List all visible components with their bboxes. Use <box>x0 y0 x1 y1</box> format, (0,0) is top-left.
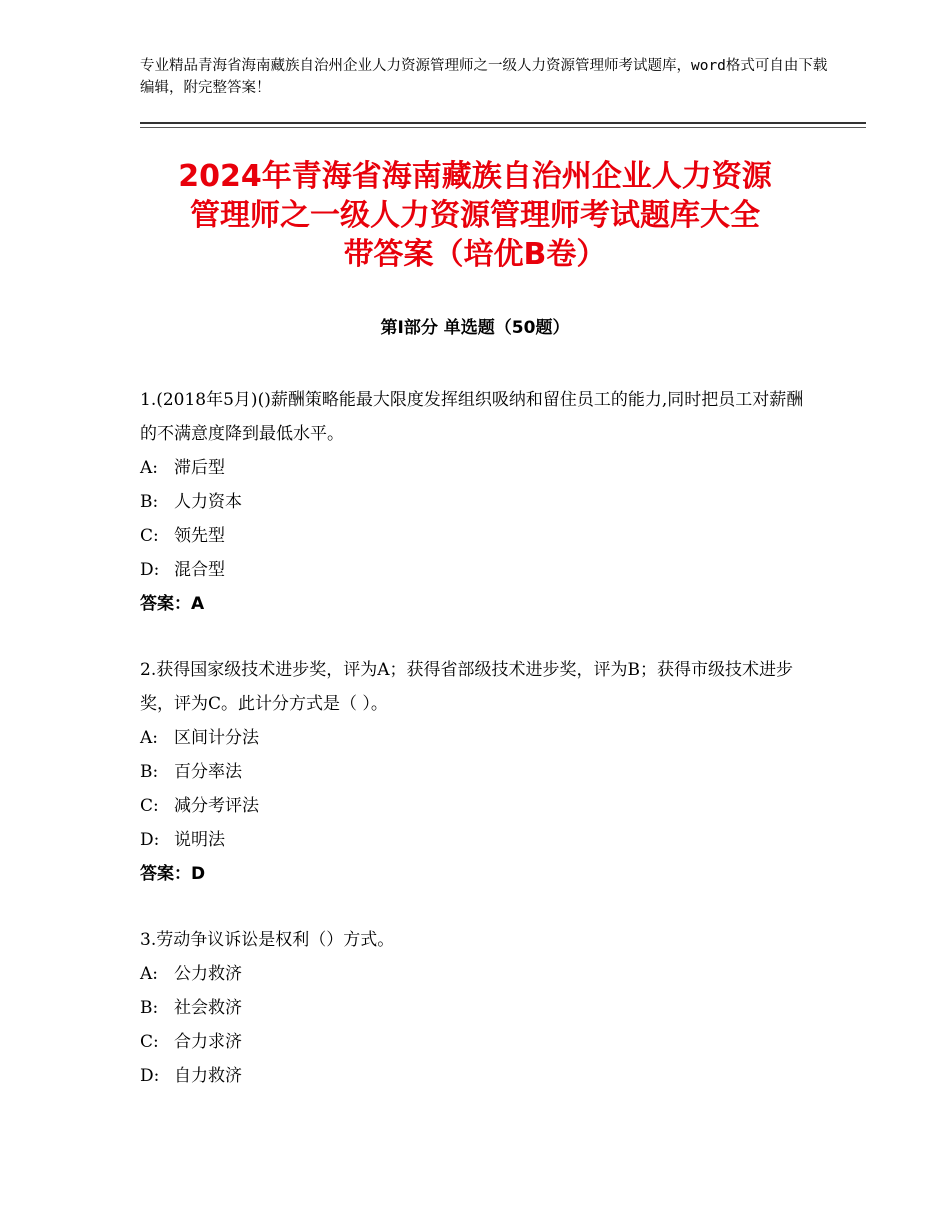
option-c <box>140 1025 820 1059</box>
option-letter: D: <box>140 1066 160 1086</box>
spacer <box>140 621 820 653</box>
option-text: 自力救济 <box>174 1066 242 1086</box>
option-letter: C: <box>140 796 159 816</box>
question-3 <box>140 923 820 1093</box>
option-letter: D: <box>140 830 160 850</box>
document-title <box>120 157 830 274</box>
option-c <box>140 789 820 823</box>
option-text: 公力救济 <box>174 964 242 984</box>
question-2 <box>140 653 820 891</box>
option-b <box>140 485 820 519</box>
question-stem: 1.(2018年5月)()薪酬策略能最大限度发挥组织吸纳和留住员工的能力,同时把员工对薪酬的不满意度降到最低水平。 <box>140 390 804 444</box>
question-list <box>140 383 820 1093</box>
option-text: 说明法 <box>174 830 225 850</box>
option-letter: A: <box>140 728 159 748</box>
option-d <box>140 553 820 587</box>
header-rule-thin <box>140 127 866 128</box>
answer-line: 答案：D <box>140 864 206 884</box>
option-text: 区间计分法 <box>174 728 259 748</box>
option-text: 社会救济 <box>174 998 242 1018</box>
option-letter: D: <box>140 560 160 580</box>
option-c <box>140 519 820 553</box>
option-letter: B: <box>140 492 159 512</box>
option-letter: C: <box>140 1032 159 1052</box>
header-note: 专业精品青海省海南藏族自治州企业人力资源管理师之一级人力资源管理师考试题库，word格式可自由下载编辑，附完整答案！ <box>140 58 828 96</box>
spacer <box>140 891 820 923</box>
option-text: 领先型 <box>174 526 225 546</box>
option-text: 百分率法 <box>174 762 242 782</box>
option-text: 减分考评法 <box>174 796 259 816</box>
option-letter: A: <box>140 964 159 984</box>
option-a <box>140 451 820 485</box>
option-text: 人力资本 <box>174 492 242 512</box>
question-stem: 3.劳动争议诉讼是权利（）方式。 <box>140 930 395 950</box>
header-rule-thick <box>140 122 866 124</box>
option-text: 混合型 <box>174 560 225 580</box>
option-letter: A: <box>140 458 159 478</box>
title-line: 2024年青海省海南藏族自治州企业人力资源 <box>178 159 772 194</box>
option-text: 合力求济 <box>174 1032 242 1052</box>
option-b <box>140 755 820 789</box>
title-line: 带答案（培优B卷） <box>343 237 607 272</box>
option-letter: C: <box>140 526 159 546</box>
option-d <box>140 823 820 857</box>
option-b <box>140 991 820 1025</box>
option-text: 滞后型 <box>174 458 225 478</box>
title-line: 管理师之一级人力资源管理师考试题库大全 <box>190 198 760 233</box>
question-1 <box>140 383 820 621</box>
option-a <box>140 957 820 991</box>
option-letter: B: <box>140 762 159 782</box>
option-d <box>140 1059 820 1093</box>
answer-line: 答案：A <box>140 594 205 614</box>
section-title: 第Ⅰ部分 单选题（50题） <box>380 318 570 338</box>
option-letter: B: <box>140 998 159 1018</box>
question-stem: 2.获得国家级技术进步奖，评为A；获得省部级技术进步奖，评为B；获得市级技术进步奖，评为C。此计分方式是（ ）。 <box>140 660 793 714</box>
option-a <box>140 721 820 755</box>
